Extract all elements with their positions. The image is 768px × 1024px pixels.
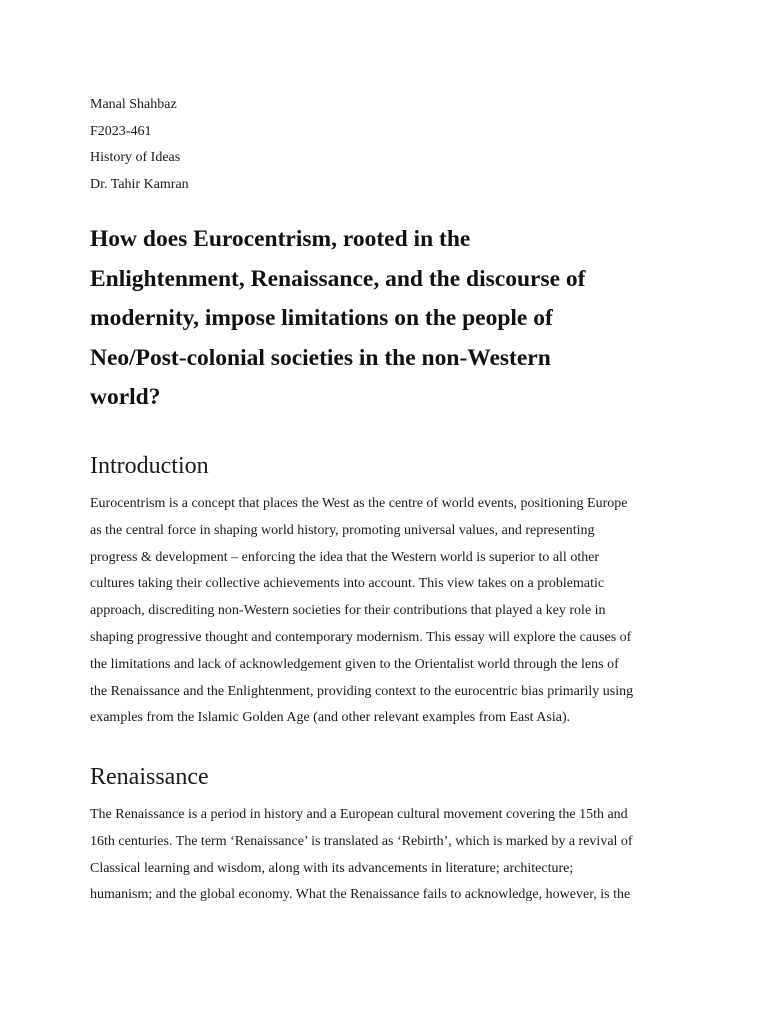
paragraph-line: Eurocentrism is a concept that places the West as the centre of world events, positioning Europe xyxy=(90,496,628,511)
renaissance-paragraph xyxy=(90,802,690,909)
paragraph-line: approach, discrediting non-Western societies for their contributions that played a key role in xyxy=(90,603,606,619)
paragraph-line: as the central force in shaping world history, promoting universal values, and representing xyxy=(90,522,595,538)
author-name: Manal Shahbaz xyxy=(90,97,177,112)
student-id: F2023-461 xyxy=(90,123,152,139)
title-line: modernity, impose limitations on the people of xyxy=(90,305,553,331)
title-line: Enlightenment, Renaissance, and the discourse of xyxy=(90,265,586,292)
paragraph-line: progress & development – enforcing the idea that the Western world is superior to all other xyxy=(90,549,600,565)
paragraph-line: 16th centuries. The term ‘Renaissance’ is translated as ‘Rebirth’, which is marked by a revival of xyxy=(90,833,633,849)
paragraph-line: The Renaissance is a period in history and a European cultural movement covering the 15th and xyxy=(90,807,628,822)
introduction-paragraph xyxy=(90,491,690,732)
paragraph-line: cultures taking their collective achievements into account. This view takes on a problematic xyxy=(90,576,605,592)
title-line: Neo/Post-colonial societies in the non-Western xyxy=(90,344,551,371)
title-line: world? xyxy=(90,384,161,410)
paragraph-line: the limitations and lack of acknowledgement given to the Orientalist world through the lens of xyxy=(90,656,619,672)
paragraph-line: the Renaissance and the Enlightenment, providing context to the eurocentric bias primarily using xyxy=(90,683,634,699)
introduction-heading: Introduction xyxy=(90,453,209,479)
renaissance-heading: Renaissance xyxy=(90,764,209,790)
essay-title xyxy=(90,220,690,418)
instructor-name: Dr. Tahir Kamran xyxy=(90,177,189,193)
author-info-block xyxy=(90,92,189,199)
course-name: History of Ideas xyxy=(90,150,181,166)
title-line: How does Eurocentrism, rooted in the xyxy=(90,226,471,252)
paragraph-line: Classical learning and wisdom, along with its advancements in literature; architecture; xyxy=(90,860,574,876)
paragraph-line: shaping progressive thought and contemporary modernism. This essay will explore the causes of xyxy=(90,629,632,645)
paragraph-line: examples from the Islamic Golden Age (and other relevant examples from East Asia). xyxy=(90,710,571,726)
paragraph-line: humanism; and the global economy. What the Renaissance fails to acknowledge, however, is the xyxy=(90,887,631,903)
